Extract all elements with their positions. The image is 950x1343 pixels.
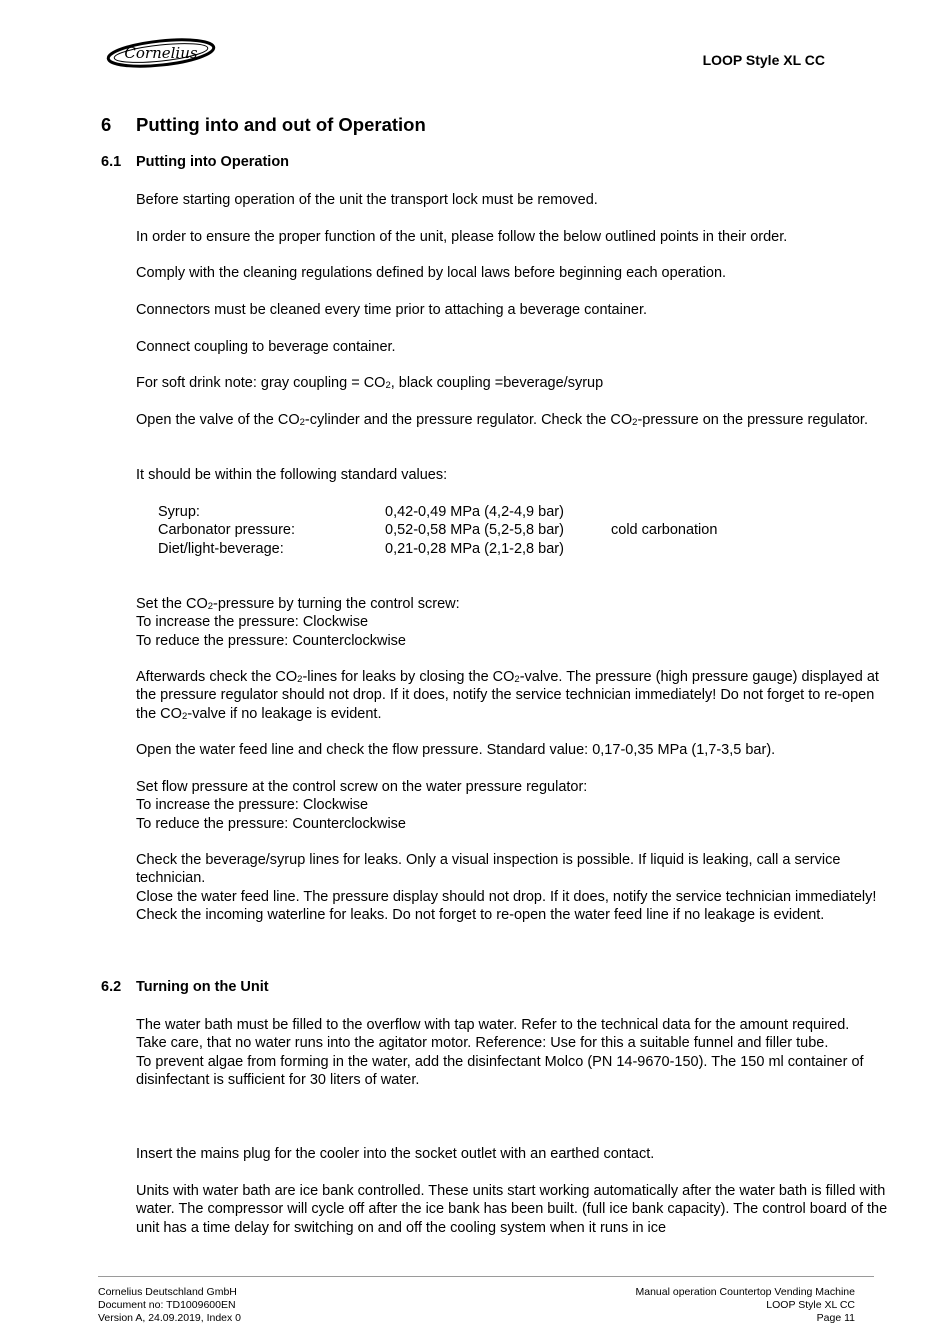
subscript: 2 (299, 417, 305, 428)
subscript: 2 (385, 380, 391, 391)
text-line: Take care, that no water runs into the agitator motor. Reference: Use for this a suitable funnel and filler tube. (136, 1035, 829, 1052)
text-line: Check the beverage/syrup lines for leaks. Only a visual inspection is possible. If liquid is leaking, call a service technician. (136, 852, 841, 887)
paragraph-water-feed: Open the water feed line and check the flow pressure. Standard value: 0,17-0,35 MPa (1,7-3,5 bar). (136, 742, 776, 758)
section-title: Turning on the Unit (136, 979, 269, 995)
text-segment: , black coupling =beverage/syrup (390, 375, 604, 391)
paragraph-order: In order to ensure the proper function of the unit, please follow the below outlined points in their order. (136, 229, 788, 245)
paragraph-set-co2-pressure (136, 595, 896, 650)
text-line: The water bath must be filled to the overflow with tap water. Refer to the technical data for the amount required. (136, 1017, 850, 1033)
paragraph-standard-values: It should be within the following standard values: (136, 467, 448, 483)
paragraph-mains-plug: Insert the mains plug for the cooler into the socket outlet with an earthed contact. (136, 1146, 655, 1162)
text-segment: -lines for leaks by closing the CO (302, 669, 515, 685)
subscript: 2 (514, 674, 520, 685)
text-segment: -pressure by turning the control screw: (213, 596, 460, 612)
logo-text: Cornelius (124, 44, 198, 62)
text-line: To increase the pressure: Clockwise (136, 797, 369, 814)
footer-model: LOOP Style XL CC (766, 1299, 855, 1312)
paragraph-cleaning: Comply with the cleaning regulations defined by local laws before beginning each operation. (136, 265, 727, 281)
subscript: 2 (297, 674, 303, 685)
paragraph-water-bath (136, 1016, 896, 1089)
section-6-2-heading (101, 979, 269, 995)
section-number: 6.2 (101, 979, 122, 995)
text-segment: For soft drink note: gray coupling = CO (136, 375, 386, 391)
footer-divider (98, 1276, 874, 1277)
section-number: 6.1 (101, 154, 122, 170)
paragraph-check-leaks (136, 668, 896, 723)
text-line (136, 595, 896, 613)
footer-document-number: Document no: TD1009600EN (98, 1299, 236, 1312)
footer-right (636, 1286, 856, 1326)
text-line: To prevent algae from forming in the water, add the disinfectant Molco (PN 14-9670-150). The 150 ml container of disinfectant is sufficient for 30 liters of water. (136, 1053, 864, 1088)
footer-version: Version A, 24.09.2019, Index 0 (98, 1312, 242, 1325)
text-segment: Set the CO (136, 596, 208, 612)
paragraph-syrup-lines (136, 851, 896, 924)
cornelius-logo (106, 38, 216, 68)
text-segment: Afterwards check the CO (136, 669, 298, 685)
row-label: Diet/light-beverage: (158, 540, 284, 557)
text-line: To reduce the pressure: Counterclockwise (136, 815, 406, 832)
section-title: Putting into Operation (136, 154, 290, 170)
row-label: Carbonator pressure: (158, 522, 296, 539)
paragraph-ice-bank: Units with water bath are ice bank controlled. These units start working automatically after the water bath is filled with water. The compressor will cycle off after the ice bank has been built. (full ice bank capacity). The control board of the unit has a time delay for switching on and off the cooling system when it runs in ice (136, 1183, 888, 1236)
text-segment: -pressure on the pressure regulator. (637, 412, 868, 428)
paragraph-flow-pressure (136, 778, 896, 833)
row-label: Syrup: (158, 504, 200, 520)
text-line: Close the water feed line. The pressure display should not drop. If it does, notify the service technician immediately! Check the incoming waterline for leaks. Do not forget to re-open the water feed line if no leakage is evident. (136, 888, 877, 923)
subscript: 2 (181, 710, 188, 722)
row-value: 0,52-0,58 MPa (5,2-5,8 bar) (385, 522, 564, 539)
text-line: To increase the pressure: Clockwise (136, 614, 369, 631)
text-segment: Open the valve of the CO (136, 412, 300, 428)
paragraph-transport-lock: Before starting operation of the unit the transport lock must be removed. (136, 192, 598, 208)
footer-manual-title: Manual operation Countertop Vending Machine (635, 1286, 855, 1298)
text-line: Set flow pressure at the control screw on the water pressure regulator: (136, 779, 588, 795)
footer-left (98, 1286, 241, 1326)
document-title: LOOP Style XL CC (702, 52, 825, 68)
section-6-heading (101, 114, 426, 136)
footer-page-number: Page 11 (816, 1312, 855, 1325)
text-line: To reduce the pressure: Counterclockwise (136, 632, 406, 649)
row-note: cold carbonation (611, 522, 718, 539)
subscript: 2 (207, 601, 214, 612)
section-number: 6 (101, 114, 112, 135)
text-segment: -valve if no leakage is evident. (187, 705, 382, 722)
row-value: 0,21-0,28 MPa (2,1-2,8 bar) (385, 540, 564, 557)
paragraph-connectors: Connectors must be cleaned every time prior to attaching a beverage container. (136, 302, 648, 318)
paragraph-coupling: Connect coupling to beverage container. (136, 339, 396, 355)
row-value: 0,42-0,49 MPa (4,2-4,9 bar) (385, 504, 564, 520)
section-6-1-heading (101, 154, 289, 170)
section-title: Putting into and out of Operation (136, 114, 426, 135)
subscript: 2 (632, 417, 638, 428)
text-segment: -cylinder and the pressure regulator. Check the CO (304, 412, 633, 428)
paragraph-soft-drink (136, 374, 896, 392)
paragraph-valve (136, 411, 896, 429)
footer-company: Cornelius Deutschland GmbH (98, 1286, 237, 1298)
text-segment: -valve. The pressure (high pressure gauge) displayed at the pressure regulator should not drop. If it does, notify the service technician immediately! Do not forget to re-open the CO (136, 669, 879, 722)
